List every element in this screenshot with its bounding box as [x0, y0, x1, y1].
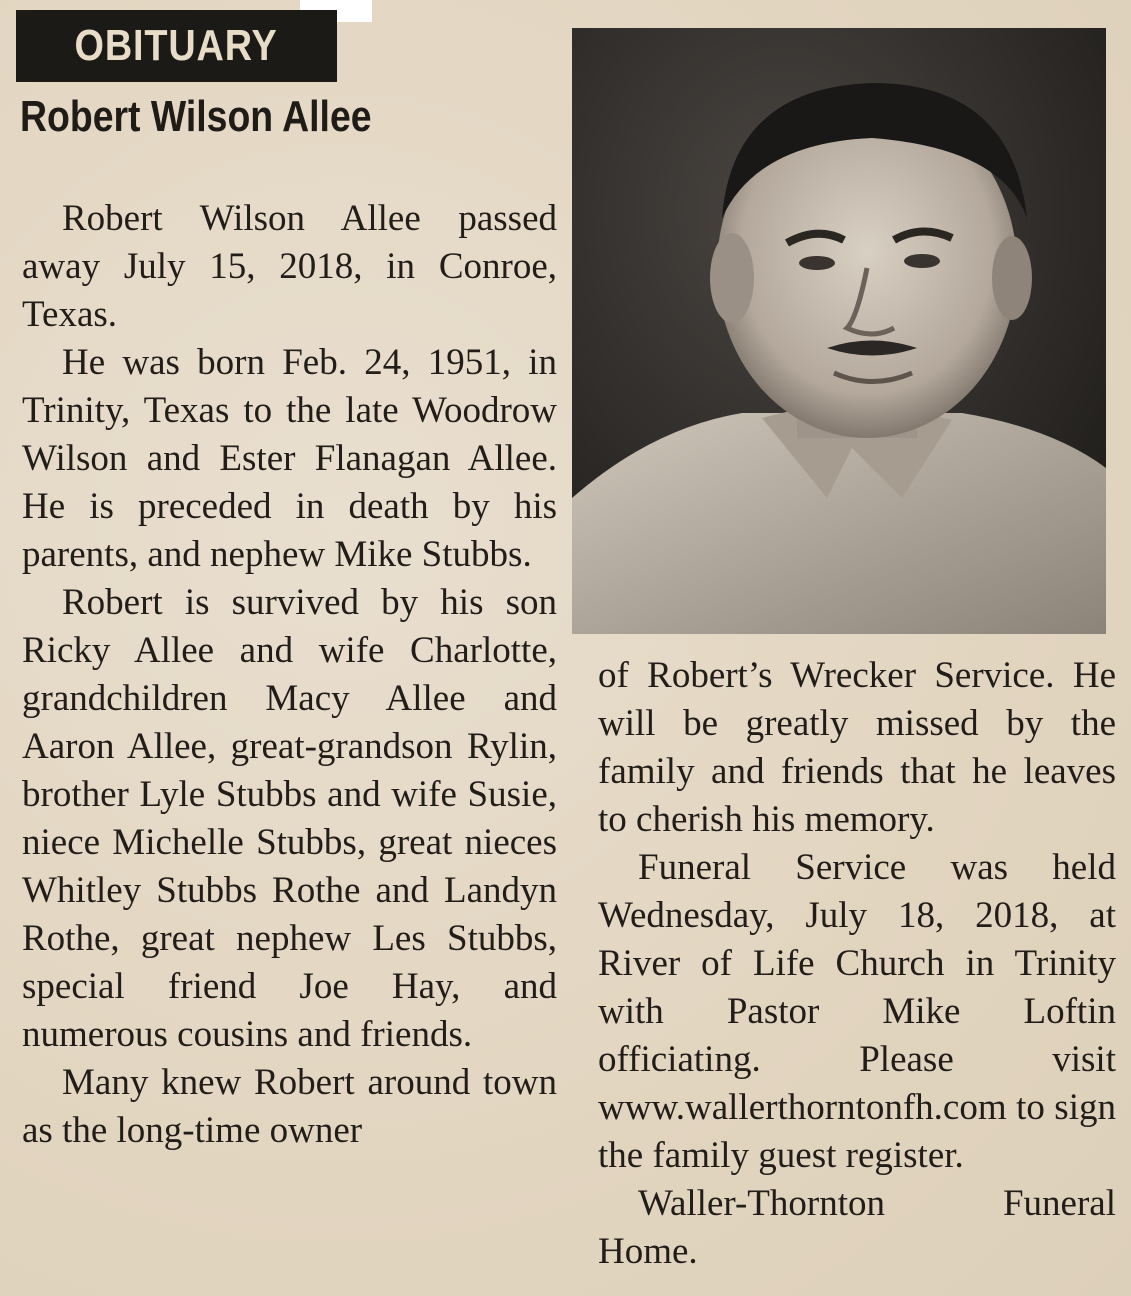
paragraph-passing: Robert Wilson Allee passed away July 15, 2018, in Conroe, Texas.	[22, 198, 557, 335]
right-column	[598, 652, 1116, 1276]
paragraph-birth: He was born Feb. 24, 1951, in Trinity, Texas to the late Woodrow Wilson and Ester Flanagan Allee. He is preceded in death by his parents, and nephew Mike Stubbs.	[22, 342, 557, 575]
paragraph-survivors: Robert is survived by his son Ricky Allee and wife Charlotte, grandchildren Macy Allee and Aaron Allee, great-grandson Rylin, brother Lyle Stubbs and wife Susie, niece Michelle Stubbs, great nieces Whitley Stubbs Rothe and Landyn Rothe, great nephew Les Stubbs, special friend Joe Hay, and numerous cousins and friends.	[22, 582, 557, 1055]
paragraph-service: Funeral Service was held Wednesday, July 18, 2018, at River of Life Church in Trinity with Pastor Mike Loftin officiating. Please visit www.wallerthorntonfh.com to sign the family guest register.	[598, 847, 1116, 1176]
paragraph-business-end: of Robert’s Wrecker Service. He will be greatly missed by the family and friends that he leaves to cherish his memory.	[598, 655, 1116, 840]
section-header	[16, 10, 337, 82]
portrait-image	[572, 28, 1106, 634]
portrait-photo	[572, 28, 1106, 634]
obituary-headline: Robert Wilson Allee	[20, 92, 372, 141]
paragraph-business-start: Many knew Robert around town as the long-time owner	[22, 1062, 557, 1151]
left-column	[22, 195, 557, 1155]
section-header-label: OBITUARY	[74, 21, 279, 70]
paragraph-funeral-home: Waller-Thornton Funeral Home.	[598, 1183, 1116, 1272]
